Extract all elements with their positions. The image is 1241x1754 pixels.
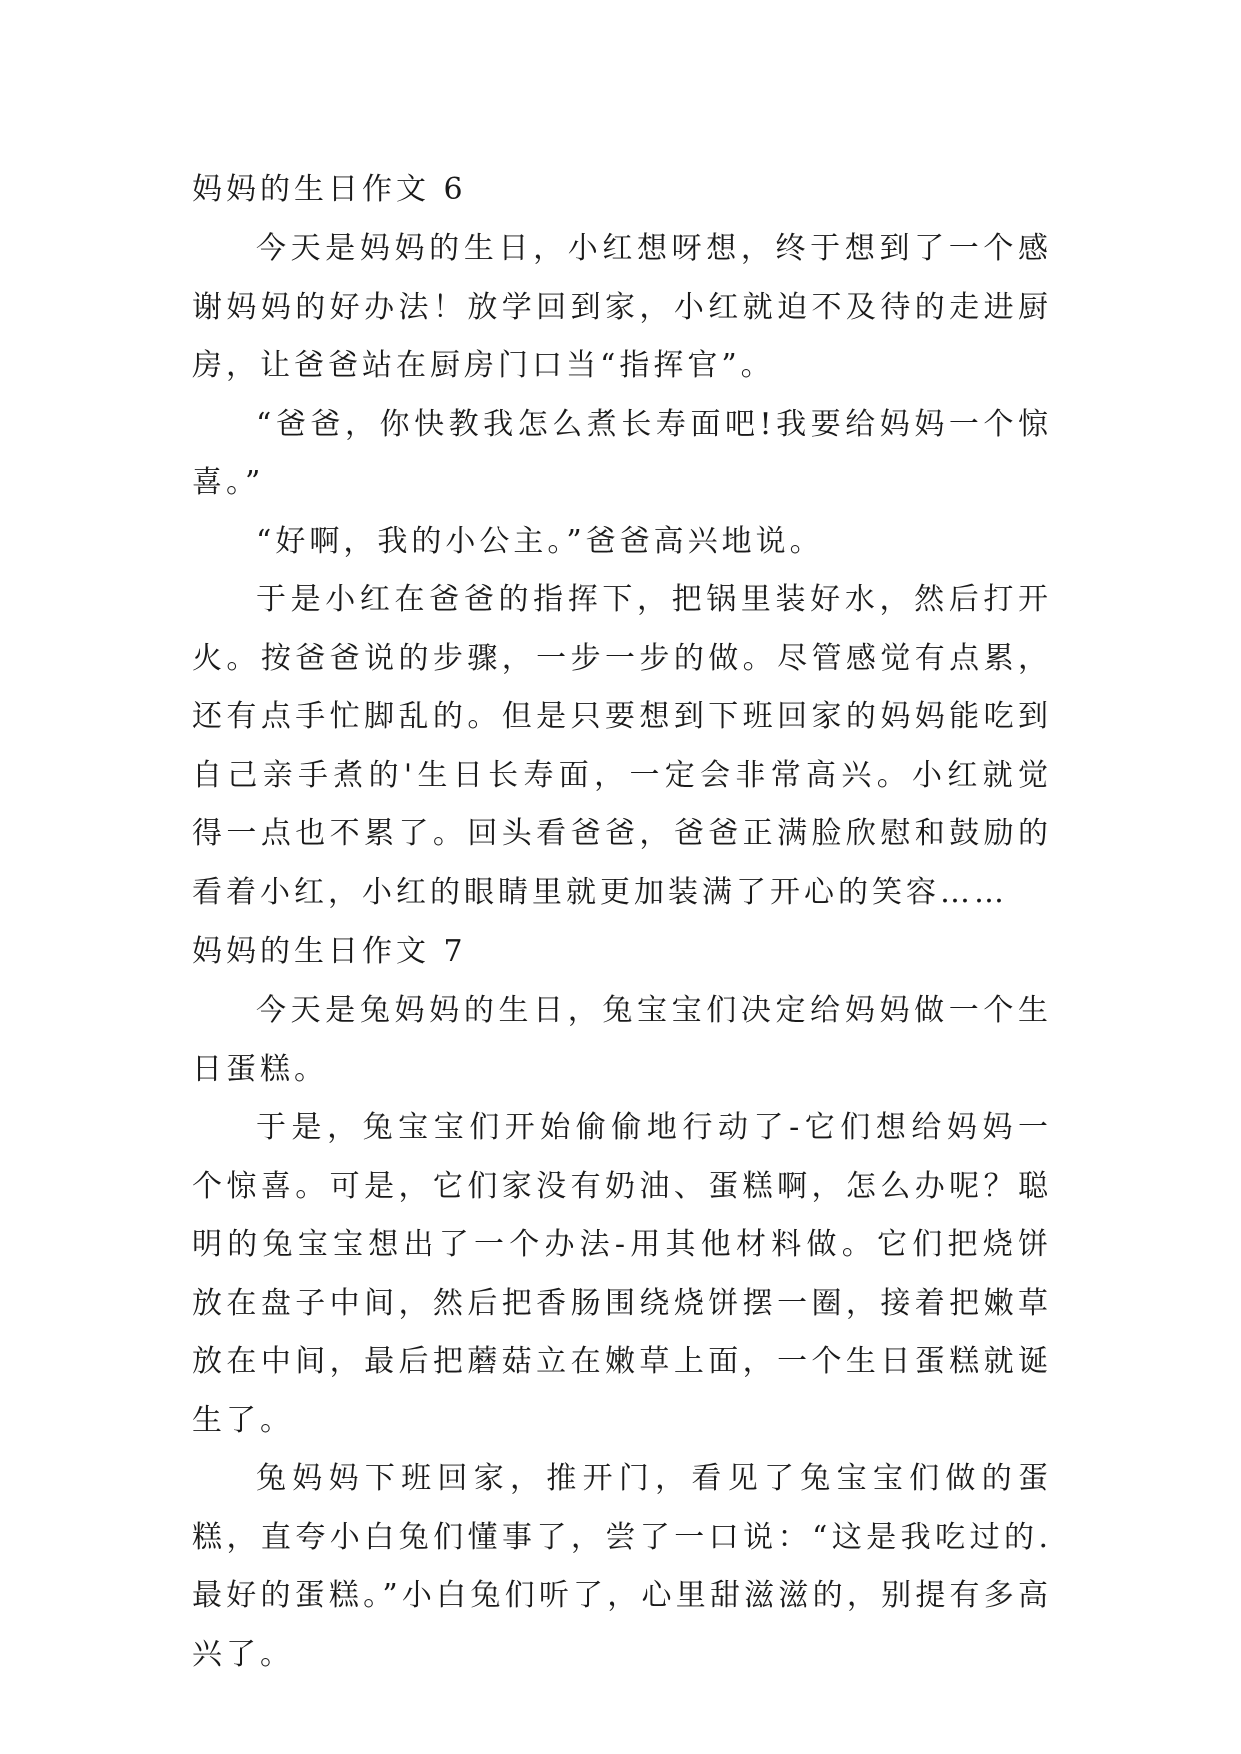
paragraph: “爸爸，你快教我怎么煮长寿面吧!我要给妈妈一个惊喜。” — [192, 406, 1052, 500]
essay-section-7 — [192, 922, 1052, 1684]
paragraph: 兔妈妈下班回家，推开门，看见了兔宝宝们做的蛋糕，直夸小白兔们懂事了，尝了一口说：“这是我吃过的.最好的蛋糕。”小白兔们听了，心里甜滋滋的，别提有多高兴了。 — [192, 1461, 1052, 1672]
paragraph: 于是，兔宝宝们开始偷偷地行动了-它们想给妈妈一个惊喜。可是，它们家没有奶油、蛋糕啊，怎么办呢？聪明的兔宝宝想出了一个办法-用其他材料做。它们把烧饼放在盘子中间，然后把香肠围绕烧饼摆一圈，接着把嫩草放在中间，最后把蘑菇立在嫩草上面，一个生日蛋糕就诞生了。 — [192, 1110, 1052, 1438]
paragraph: 于是小红在爸爸的指挥下，把锅里装好水，然后打开火。按爸爸说的步骤，一步一步的做。尽管感觉有点累，还有点手忙脚乱的。但是只要想到下班回家的妈妈能吃到自己亲手煮的'生日长寿面，一定会非常高兴。小红就觉得一点也不累了。回头看爸爸，爸爸正满脸欣慰和鼓励的看着小红，小红的眼睛里就更加装满了开心的笑容…… — [192, 582, 1052, 910]
essay-section-6 — [192, 160, 1052, 922]
document-body — [192, 160, 1052, 1684]
essay-title-6: 妈妈的生日作文 6 — [192, 172, 467, 207]
paragraph: 今天是兔妈妈的生日，兔宝宝们决定给妈妈做一个生日蛋糕。 — [192, 993, 1052, 1087]
essay-title-7: 妈妈的生日作文 7 — [192, 934, 467, 969]
paragraph: 今天是妈妈的生日，小红想呀想，终于想到了一个感谢妈妈的好办法！放学回到家，小红就迫不及待的走进厨房，让爸爸站在厨房门口当“指挥官”。 — [192, 231, 1052, 383]
paragraph: “好啊，我的小公主。”爸爸高兴地说。 — [256, 523, 824, 559]
